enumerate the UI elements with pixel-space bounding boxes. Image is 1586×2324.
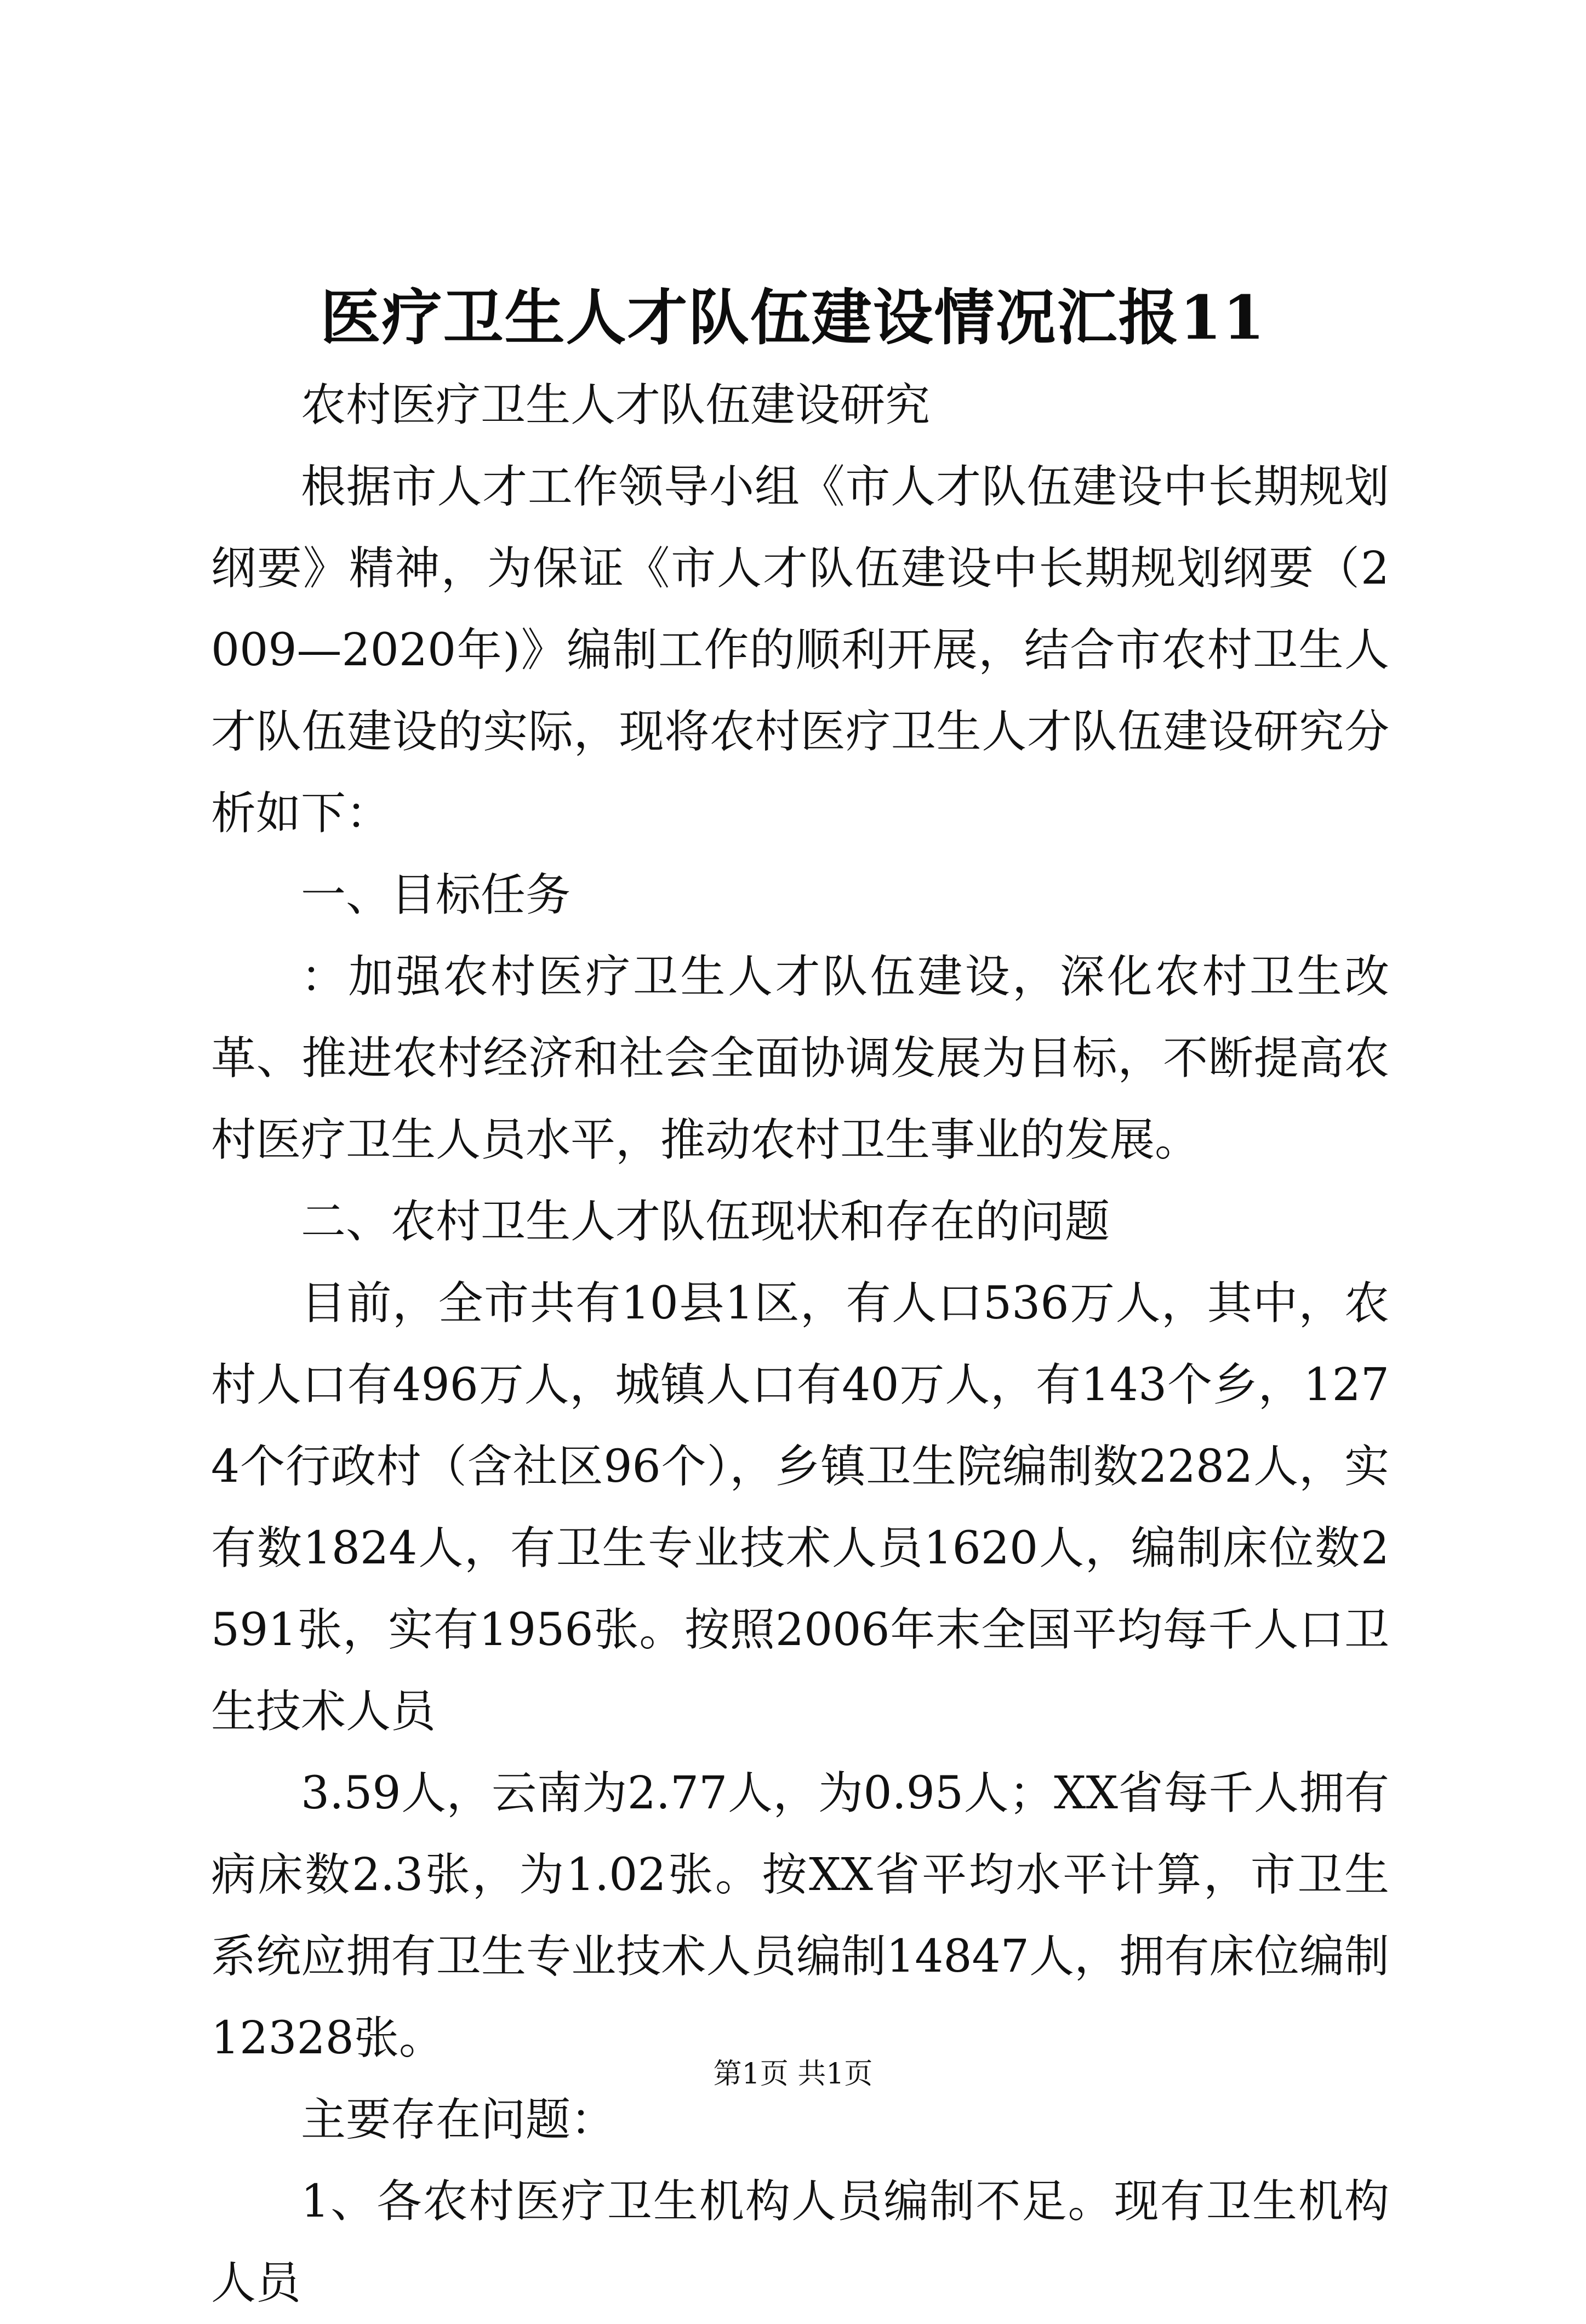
section-heading-goals: 一、目标任务 [301,869,571,921]
document-body [211,364,1389,2324]
section-heading-status: 二、农村卫生人才队伍现状和存在的问题 [301,1196,1110,1248]
paragraph-problems-heading: 主要存在问题： [301,2094,616,2146]
page-footer: 第1页 共1页 [713,2058,873,2091]
paragraph-subtitle: 农村医疗卫生人才队伍建设研究 [301,379,931,431]
paragraph-intro: 根据市人才工作领导小组《市人才队伍建设中长期规划纲要》精神，为保证《市人才队伍建设中长期规划纲要（2009—2020年)》编制工作的顺利开展，结合市农村卫生人才队伍建设的实际，现将农村医疗卫生人才队伍建设研究分析如下： [211,461,1389,840]
paragraph-problem-1: 1、各农村医疗卫生机构人员编制不足。现有卫生机构人员 [211,2175,1389,2309]
paragraph-statistics: 3.59人，云南为2.77人，为0.95人；XX省每千人拥有病床数2.3张，为1.02张。按XX省平均水平计算，市卫生系统应拥有卫生专业技术人员编制14847人，拥有床位编制12328张。 [211,1767,1389,2064]
document-title: 医疗卫生人才队伍建设情况汇报11 [320,282,1266,353]
paragraph-goals: ：加强农村医疗卫生人才队伍建设，深化农村卫生改革、推进农村经济和社会全面协调发展为目标，不断提高农村医疗卫生人员水平，推动农村卫生事业的发展。 [211,951,1389,1166]
paragraph-status: 目前，全市共有10县1区，有人口536万人，其中，农村人口有496万人，城镇人口有40万人，有143个乡，1274个行政村（含社区96个），乡镇卫生院编制数2282人，实有数1824人，有卫生专业技术人员1620人，编制床位数2591张，实有1956张。按照2006年末全国平均每千人口卫生技术人员 [211,1277,1389,1738]
